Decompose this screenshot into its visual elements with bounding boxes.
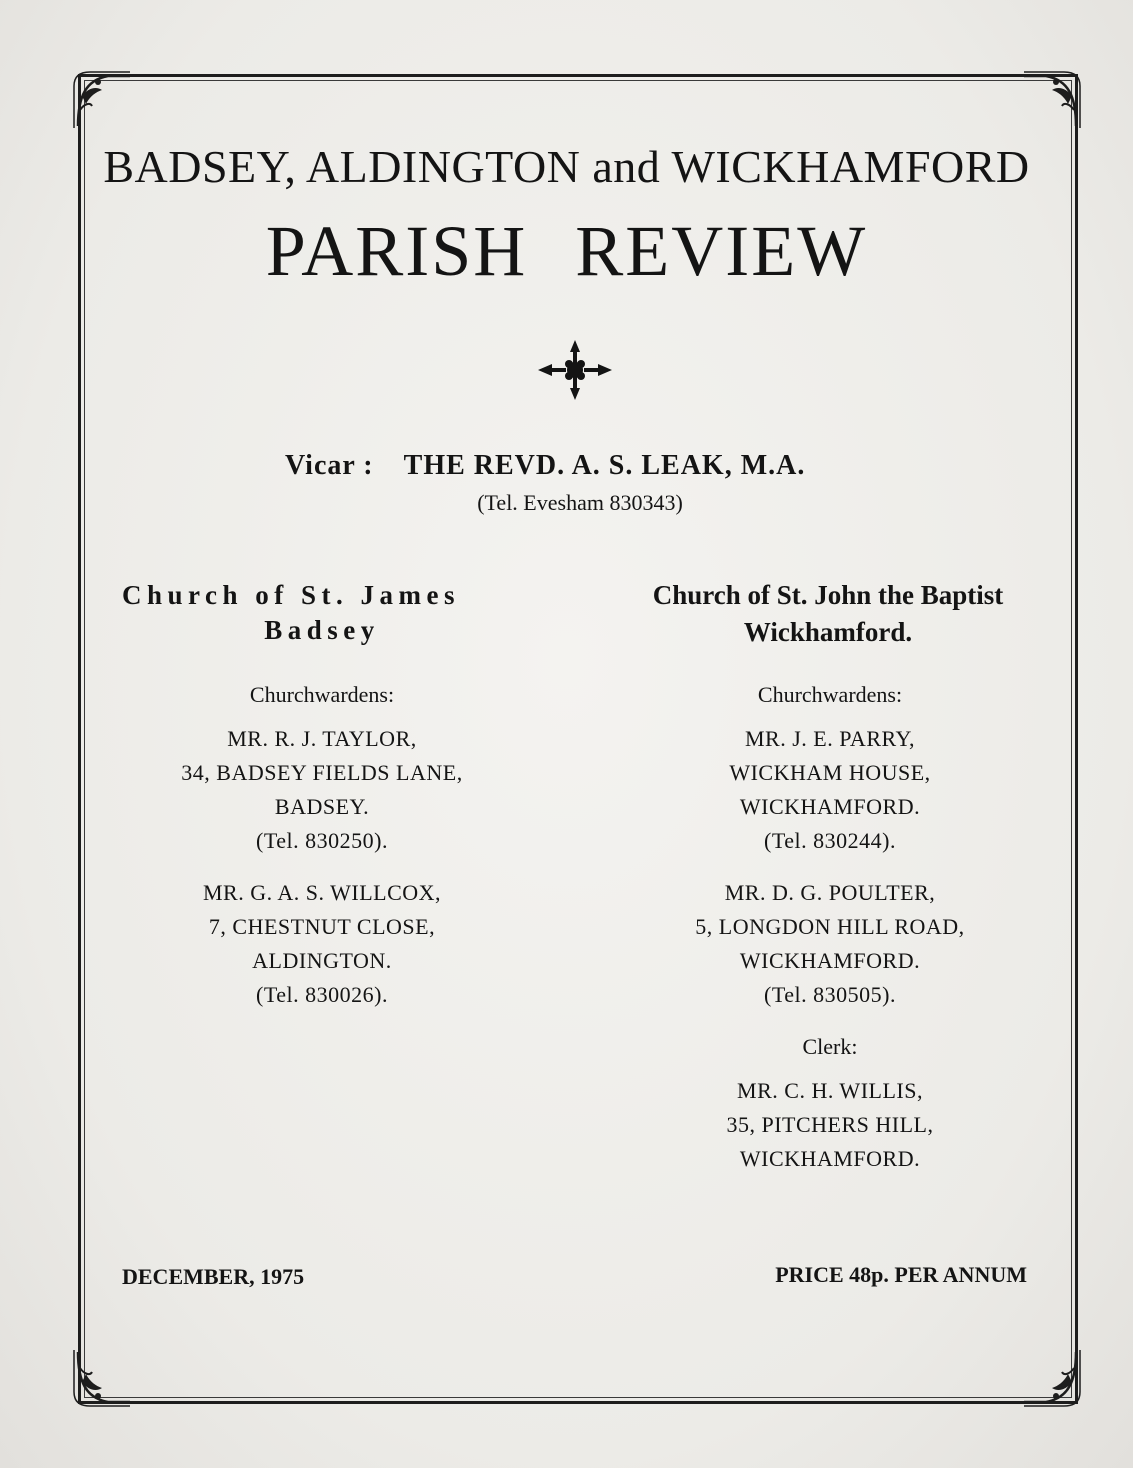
publication-title-word: REVIEW xyxy=(575,211,868,291)
issue-date: DECEMBER, 1975 xyxy=(122,1264,305,1289)
right-church-heading xyxy=(600,580,1056,648)
left-church-heading xyxy=(122,580,522,646)
churchwarden-address: ALDINGTON. xyxy=(252,948,392,973)
parish-names-title: BADSEY, ALDINGTON and WICKHAMFORD xyxy=(103,141,1030,192)
publication-title-word: PARISH xyxy=(265,211,528,291)
churchwarden-address: BADSEY. xyxy=(274,794,370,819)
churchwarden-telephone: (Tel. 830026). xyxy=(256,982,388,1007)
corner-ornament-icon xyxy=(68,1348,132,1412)
churchwarden-name: MR. R. J. TAYLOR, xyxy=(227,726,417,751)
churchwarden-entry xyxy=(610,876,1050,1012)
churchwardens-label: Churchwardens: xyxy=(249,682,395,707)
publication-title xyxy=(0,210,1133,293)
vicar-name: THE REVD. A. S. LEAK, M.A. xyxy=(403,450,806,481)
right-church-place: Wickhamford. xyxy=(743,617,913,647)
clerk-name: MR. C. H. WILLIS, xyxy=(737,1078,923,1103)
clerk-address: WICKHAMFORD. xyxy=(739,1146,921,1171)
corner-ornament-icon xyxy=(1022,66,1086,130)
clerk-label: Clerk: xyxy=(802,1034,858,1059)
churchwarden-name: MR. G. A. S. WILLCOX, xyxy=(202,880,442,905)
churchwarden-address: 7, CHESTNUT CLOSE, xyxy=(208,914,436,939)
corner-ornament-icon xyxy=(68,66,132,130)
churchwarden-address: WICKHAMFORD. xyxy=(739,794,921,819)
right-church-name: Church of St. John the Baptist xyxy=(652,580,1004,610)
left-church-place: Badsey xyxy=(264,615,380,645)
churchwarden-telephone: (Tel. 830244). xyxy=(764,828,896,853)
corner-ornament-icon xyxy=(1022,1348,1086,1412)
cross-icon xyxy=(536,338,614,402)
churchwardens-label: Churchwardens: xyxy=(757,682,903,707)
churchwarden-address: 34, BADSEY FIELDS LANE, xyxy=(181,760,463,785)
vicar-telephone: (Tel. Evesham 830343) xyxy=(477,490,683,515)
left-church-officers xyxy=(112,678,532,1030)
right-church-officers xyxy=(610,678,1050,1194)
churchwarden-telephone: (Tel. 830250). xyxy=(256,828,388,853)
churchwarden-name: MR. J. E. PARRY, xyxy=(744,726,916,751)
vicar-line xyxy=(285,450,805,482)
left-church-name: Church of St. James xyxy=(122,580,461,610)
clerk-address: 35, PITCHERS HILL, xyxy=(726,1112,934,1137)
churchwarden-telephone: (Tel. 830505). xyxy=(764,982,896,1007)
clerk-entry xyxy=(610,1074,1050,1176)
churchwarden-address: WICKHAMFORD. xyxy=(739,948,921,973)
churchwarden-entry xyxy=(112,876,532,1012)
vicar-label: Vicar : xyxy=(285,450,374,481)
subscription-price: PRICE 48p. PER ANNUM xyxy=(775,1262,1027,1287)
churchwarden-address: WICKHAM HOUSE, xyxy=(729,760,931,785)
churchwarden-entry xyxy=(610,722,1050,858)
churchwarden-name: MR. D. G. POULTER, xyxy=(724,880,936,905)
churchwarden-address: 5, LONGDON HILL ROAD, xyxy=(695,914,965,939)
churchwarden-entry xyxy=(112,722,532,858)
